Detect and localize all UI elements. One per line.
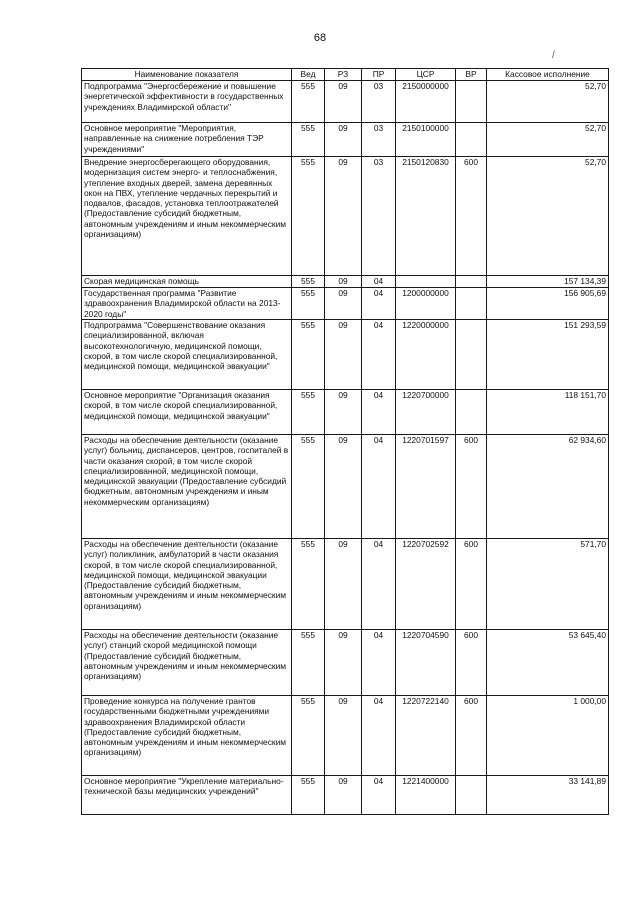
row-csr: 1220000000 [396, 320, 456, 390]
row-vr: 600 [456, 435, 487, 539]
row-rz: 09 [325, 539, 362, 630]
header-amount: Кассовое исполнение [487, 69, 609, 81]
row-rz: 09 [325, 157, 362, 276]
row-rz: 09 [325, 123, 362, 157]
row-csr [396, 276, 456, 288]
row-amount: 571,70 [487, 539, 609, 630]
row-ved: 555 [292, 288, 325, 320]
row-amount: 1 000,00 [487, 696, 609, 776]
row-rz: 09 [325, 390, 362, 435]
table-row [82, 123, 609, 157]
row-amount: 53 645,40 [487, 630, 609, 696]
row-amount: 52,70 [487, 81, 609, 123]
row-ved: 555 [292, 390, 325, 435]
table-row [82, 776, 609, 815]
table-header-row [82, 69, 609, 81]
row-name: Проведение конкурса на получение грантов государственными бюджетными учреждениями здравоохранения Владимирской области (Предоставление субсидий бюджетным, автономным учреждениям и иным некоммерческим организациям) [82, 696, 292, 776]
row-vr [456, 390, 487, 435]
row-ved: 555 [292, 539, 325, 630]
row-ved: 555 [292, 696, 325, 776]
row-rz: 09 [325, 276, 362, 288]
table-row [82, 630, 609, 696]
row-pr: 04 [362, 696, 396, 776]
table-row [82, 288, 609, 320]
row-name: Расходы на обеспечение деятельности (оказание услуг) больниц, диспансеров, центров, госпиталей в части оказания скорой, в том числе скорой специализированной, медицинской помощи, медицинской эвакуации (Предоставление субсидий бюджетным, автономным учреждениям и иным некоммерческим организациям) [82, 435, 292, 539]
row-pr: 04 [362, 390, 396, 435]
row-name: Скорая медицинская помощь [82, 276, 292, 288]
row-csr: 1200000000 [396, 288, 456, 320]
row-amount: 52,70 [487, 123, 609, 157]
table-row [82, 157, 609, 276]
row-name: Основное мероприятие "Мероприятия, направленные на снижение потребления ТЭР учреждениями" [82, 123, 292, 157]
row-rz: 09 [325, 696, 362, 776]
header-name: Наименование показателя [82, 69, 292, 81]
row-rz: 09 [325, 320, 362, 390]
row-ved: 555 [292, 630, 325, 696]
header-csr: ЦСР [396, 69, 456, 81]
row-amount: 52,70 [487, 157, 609, 276]
row-vr: 600 [456, 696, 487, 776]
row-name: Подпрограмма "Совершенствование оказания специализированной, включая высокотехнологичную, медицинской помощи, скорой, в том числе скорой специализированной, медицинской помощи, медицинской эвакуации" [82, 320, 292, 390]
row-vr [456, 320, 487, 390]
row-amount: 118 151,70 [487, 390, 609, 435]
row-rz: 09 [325, 288, 362, 320]
row-vr: 600 [456, 539, 487, 630]
pen-mark: / [552, 50, 555, 61]
row-amount: 62 934,60 [487, 435, 609, 539]
row-ved: 555 [292, 123, 325, 157]
row-name: Государственная программа "Развитие здравоохранения Владимирской области на 2013-2020 годы" [82, 288, 292, 320]
row-pr: 04 [362, 320, 396, 390]
row-rz: 09 [325, 630, 362, 696]
row-name: Основное мероприятие "Укрепление материально-технической базы медицинских учреждений" [82, 776, 292, 815]
table-row [82, 320, 609, 390]
row-csr: 1220701597 [396, 435, 456, 539]
row-vr [456, 276, 487, 288]
row-pr: 04 [362, 276, 396, 288]
row-csr: 2150120830 [396, 157, 456, 276]
row-csr: 1220702592 [396, 539, 456, 630]
row-vr [456, 123, 487, 157]
row-amount: 156 905,69 [487, 288, 609, 320]
table-row [82, 390, 609, 435]
row-name: Основное мероприятие "Организация оказания скорой, в том числе скорой специализированной, медицинской помощи, медицинской эвакуации" [82, 390, 292, 435]
row-csr: 2150000000 [396, 81, 456, 123]
row-csr: 1221400000 [396, 776, 456, 815]
row-name: Внедрение энергосберегающего оборудования, модернизация систем энерго- и теплоснабжения, утепление входных дверей, замена деревянных окон на ПВХ, утепление чердачных перекрытий и подвалов, фасадов, установка теплоотражателей (Предоставление субсидий бюджетным, автономным учреждениям и иным некоммерческим организациям) [82, 157, 292, 276]
row-ved: 555 [292, 276, 325, 288]
row-csr: 1220722140 [396, 696, 456, 776]
row-rz: 09 [325, 81, 362, 123]
row-vr [456, 81, 487, 123]
row-pr: 03 [362, 81, 396, 123]
budget-table [81, 68, 609, 815]
row-pr: 03 [362, 157, 396, 276]
row-pr: 04 [362, 435, 396, 539]
header-pr: ПР [362, 69, 396, 81]
table-row [82, 276, 609, 288]
row-vr [456, 776, 487, 815]
row-pr: 04 [362, 539, 396, 630]
table-row [82, 435, 609, 539]
table-row [82, 696, 609, 776]
row-pr: 04 [362, 776, 396, 815]
row-rz: 09 [325, 776, 362, 815]
header-vr: ВР [456, 69, 487, 81]
row-vr: 600 [456, 630, 487, 696]
header-rz: РЗ [325, 69, 362, 81]
row-csr: 2150100000 [396, 123, 456, 157]
table-row [82, 539, 609, 630]
row-name: Расходы на обеспечение деятельности (оказание услуг) станций скорой медицинской помощи (Предоставление субсидий бюджетным, автономным учреждениям и иным некоммерческим организациям) [82, 630, 292, 696]
table-row [82, 81, 609, 123]
row-pr: 03 [362, 123, 396, 157]
row-amount: 33 141,89 [487, 776, 609, 815]
row-ved: 555 [292, 435, 325, 539]
row-name: Расходы на обеспечение деятельности (оказание услуг) поликлиник, амбулаторий в части оказания скорой, в том числе скорой специализированной, медицинской помощи, медицинской эвакуации (Предоставление субсидий бюджетным, автономным учреждениям и иным некоммерческим организациям) [82, 539, 292, 630]
row-amount: 157 134,39 [487, 276, 609, 288]
row-ved: 555 [292, 320, 325, 390]
row-pr: 04 [362, 288, 396, 320]
row-ved: 555 [292, 776, 325, 815]
row-pr: 04 [362, 630, 396, 696]
row-rz: 09 [325, 435, 362, 539]
page-number: 68 [313, 32, 327, 44]
row-csr: 1220704590 [396, 630, 456, 696]
row-amount: 151 293,59 [487, 320, 609, 390]
header-ved: Вед [292, 69, 325, 81]
row-vr [456, 288, 487, 320]
row-csr: 1220700000 [396, 390, 456, 435]
row-name: Подпрограмма "Энергосбережение и повышение энергетической эффективности в государственных учреждениях Владимирской области" [82, 81, 292, 123]
row-ved: 555 [292, 157, 325, 276]
row-vr: 600 [456, 157, 487, 276]
row-ved: 555 [292, 81, 325, 123]
